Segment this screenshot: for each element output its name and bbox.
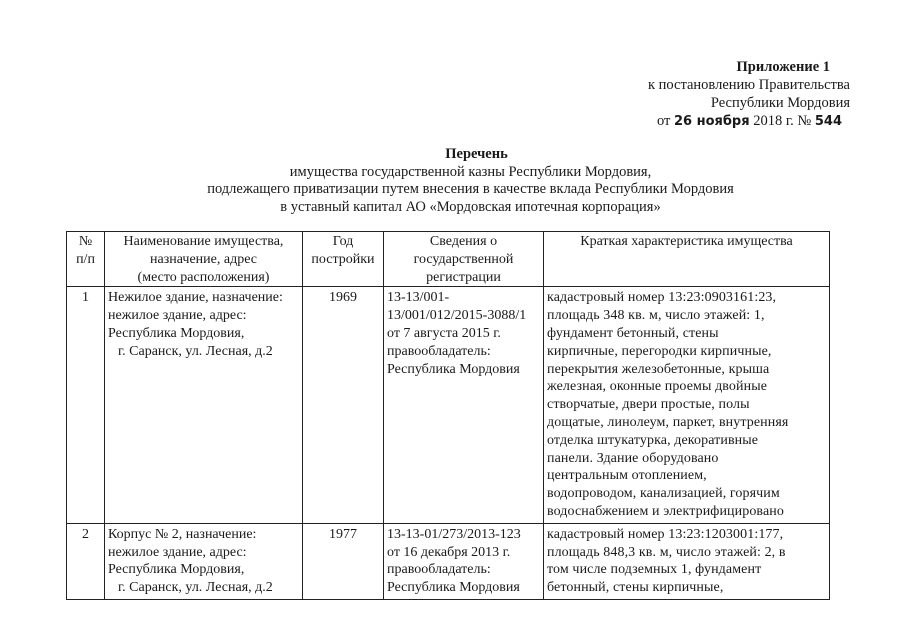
date-prefix: от (656, 113, 671, 129)
appendix-block (648, 58, 850, 131)
row-number: 2 (67, 523, 105, 599)
header-num: № п/п (67, 232, 105, 287)
heading-line-1: имущества государственной казны Республики Мордовия, (289, 163, 652, 180)
date-year: 2018 г. № (753, 113, 812, 129)
property-characteristics: кадастровый номер 13:23:0903161:23, площадь 348 кв. м, число этажей: 1, фундамент бетонный, стены кирпичные, перегородки кирпичные, перекрытия железобетонные, крыша железная, оконные проемы двойные створчатые, двери простые, полы дощатые, линолеум, паркет, внутренняя отделка штукатурка, декоративные панели. Здание оборудовано центральным отоплением, водопроводом, канализацией, горячим водоснабжением и электрифицировано (544, 287, 830, 523)
header-characteristics: Краткая характеристика имущества (544, 232, 830, 287)
registration-info: 13-13/001- 13/001/012/2015-3088/1 от 7 августа 2015 г. правообладатель: Республика Мордовия (384, 287, 544, 523)
property-characteristics: кадастровый номер 13:23:1203001:177, площадь 848,3 кв. м, число этажей: 2, в том числе подземных 1, фундамент бетонный, стены кирпичные, (544, 523, 830, 599)
property-table (66, 231, 830, 600)
document-number: 544 (814, 114, 842, 129)
construction-year: 1977 (303, 523, 384, 599)
header-registration: Сведения о государственной регистрации (384, 232, 544, 287)
header-name: Наименование имущества, назначение, адрес (место расположения) (105, 232, 303, 287)
appendix-line-2: Республики Мордовия (710, 95, 850, 111)
heading-line-3: в уставный капитал АО «Мордовская ипотечная корпорация» (280, 198, 661, 215)
date-day: 26 ноября (673, 114, 750, 129)
row-number: 1 (67, 287, 105, 523)
registration-info: 13-13-01/273/2013-123 от 16 декабря 2013 г. правообладатель: Республика Мордовия (384, 523, 544, 599)
appendix-title: Приложение 1 (736, 59, 830, 75)
appendix-line-1: к постановлению Правительства (648, 77, 850, 93)
property-name: Корпус № 2, назначение: нежилое здание, адрес: Республика Мордовия, г. Саранск, ул. Лесная, д.2 (105, 523, 303, 599)
construction-year: 1969 (303, 287, 384, 523)
list-heading (0, 146, 905, 216)
property-name: Нежилое здание, назначение: нежилое здание, адрес: Республика Мордовия, г. Саранск, ул. Лесная, д.2 (105, 287, 303, 523)
heading-line-2: подлежащего приватизации путем внесения в качестве вклада Республики Мордовия (207, 181, 734, 197)
table-row (67, 523, 830, 599)
table-header-row (67, 232, 830, 287)
heading-title: Перечень (445, 146, 508, 162)
header-year: Год постройки (303, 232, 384, 287)
appendix-date-line (648, 112, 842, 131)
table-row (67, 287, 830, 523)
